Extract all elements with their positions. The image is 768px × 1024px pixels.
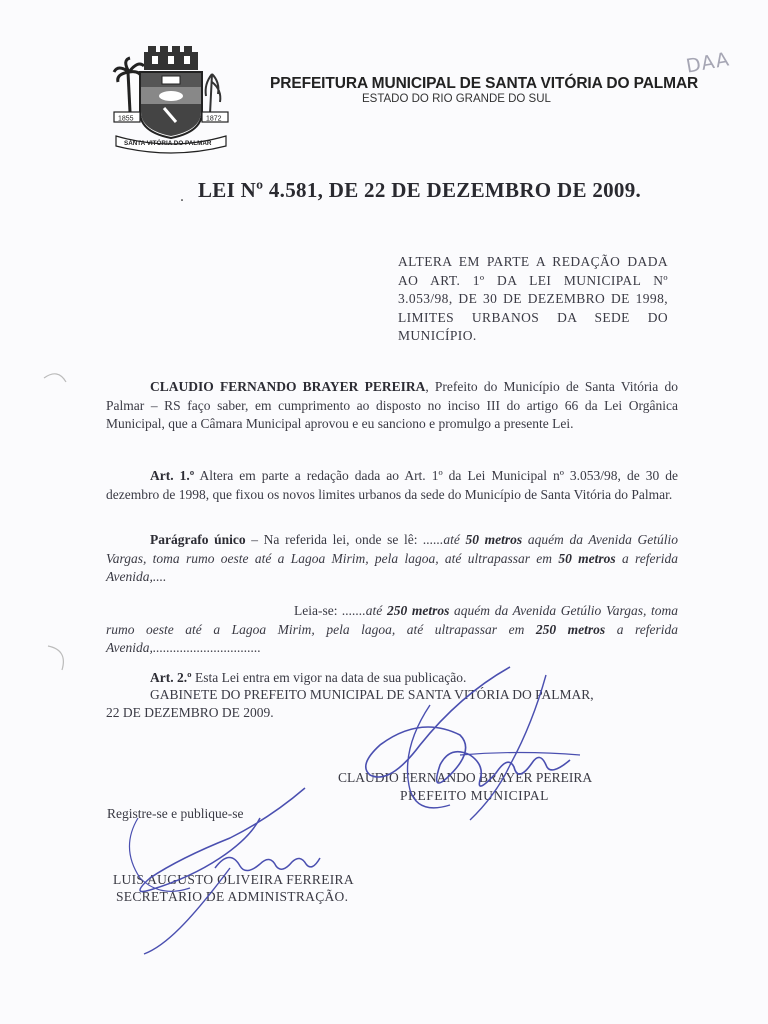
ementa: ALTERA EM PARTE A REDAÇÃO DADA AO ART. 1º DA LEI MUNICIPAL Nº 3.053/98, DE 30 DE DEZEMBRO DE 1998, LIMITES URBANOS DA SEDE DO MUNICÍPIO. xyxy=(398,254,668,343)
mayor-signature-name: CLAUDIO FERNANDO BRAYER PEREIRA xyxy=(338,770,593,785)
institution-name: PREFEITURA MUNICIPAL DE SANTA VITÓRIA DO PALMAR xyxy=(270,75,699,92)
law-title: LEI Nº 4.581, DE 22 DE DEZEMBRO DE 2009. xyxy=(198,178,642,202)
crest-year-right: 1872 xyxy=(206,115,222,123)
sole-paragraph-label: Parágrafo único xyxy=(150,532,246,547)
date-line: 22 DE DEZEMBRO DE 2009. xyxy=(106,705,274,720)
cabinet-text: GABINETE DO PREFEITO MUNICIPAL DE SANTA VITÓRIA DO PALMAR, xyxy=(150,687,594,702)
read-as-label: Leia-se: xyxy=(294,603,343,618)
new-distance-1: 250 metros xyxy=(386,603,450,618)
municipal-crest-icon xyxy=(110,42,232,154)
article-1-text: Altera em parte a redação dada ao Art. 1º da Lei Municipal nº 3.053/98, de 30 de dezembro de 1998, que fixou os novos limites urbanos da sede do Município de Santa Vitória do Palmar. xyxy=(106,468,678,502)
punch-hole-bottom-icon xyxy=(44,640,74,680)
crest-ribbon-text: SANTA VITÓRIA DO PALMAR xyxy=(124,140,212,147)
secretary-signature-title: SECRETÁRIO DE ADMINISTRAÇÃO. xyxy=(116,889,349,904)
stray-mark: . xyxy=(180,188,184,205)
mayor-name: CLAUDIO FERNANDO BRAYER PEREIRA xyxy=(150,379,426,394)
sole-paragraph-text: – Na referida lei, onde se lê: xyxy=(245,532,424,547)
new-text-c: aquém da Avenida Getúlio Vargas, toma rumo oeste até a Lagoa Mirim, pela lagoa, até ultrapassar em xyxy=(106,603,678,637)
old-text-a: ......até xyxy=(423,532,466,547)
article-1 xyxy=(106,467,678,504)
punch-hole-top-icon xyxy=(40,368,70,398)
preamble-text: , Prefeito do Município de Santa Vitória do Palmar – RS faço saber, em cumprimento ao disposto no inciso III do artigo 66 da Lei Orgânica Municipal, que a Câmara Municipal aprovou e eu sanciono e promulgo a presente Lei. xyxy=(106,379,678,431)
preamble-paragraph xyxy=(106,378,678,434)
margin-annotation: DAA xyxy=(684,48,732,78)
register-publish-line: Registre-se e publique-se xyxy=(107,806,244,821)
article-1-label: Art. 1.º xyxy=(150,468,195,483)
mayor-signature-title: PREFEITO MUNICIPAL xyxy=(400,788,549,803)
article-2 xyxy=(106,669,678,688)
article-2-text: Esta Lei entra em vigor na data de sua publicação. xyxy=(191,670,467,685)
sole-paragraph xyxy=(106,531,678,587)
new-text-a: .......até xyxy=(342,603,387,618)
crest-year-left: 1855 xyxy=(118,115,134,123)
secretary-signature-name: LUIS AUGUSTO OLIVEIRA FERREIRA xyxy=(113,872,354,887)
old-text-c: aquém da Avenida Getúlio Vargas, toma rumo oeste até a Lagoa Mirim, pela lagoa, até ultrapassar em xyxy=(106,532,678,566)
article-2-label: Art. 2.º xyxy=(150,670,192,685)
old-distance-1: 50 metros xyxy=(465,532,523,547)
old-distance-2: 50 metros xyxy=(558,550,616,566)
state-name: ESTADO DO RIO GRANDE DO SUL xyxy=(362,93,551,105)
old-text-e: a referida Avenida,.... xyxy=(106,550,678,584)
new-text-e: a referida Avenida,................................ xyxy=(106,621,678,655)
cabinet-line xyxy=(106,686,678,705)
read-as-paragraph xyxy=(106,602,678,658)
new-distance-2: 250 metros xyxy=(535,621,606,637)
secretary-handwritten-signature-icon xyxy=(120,778,340,958)
